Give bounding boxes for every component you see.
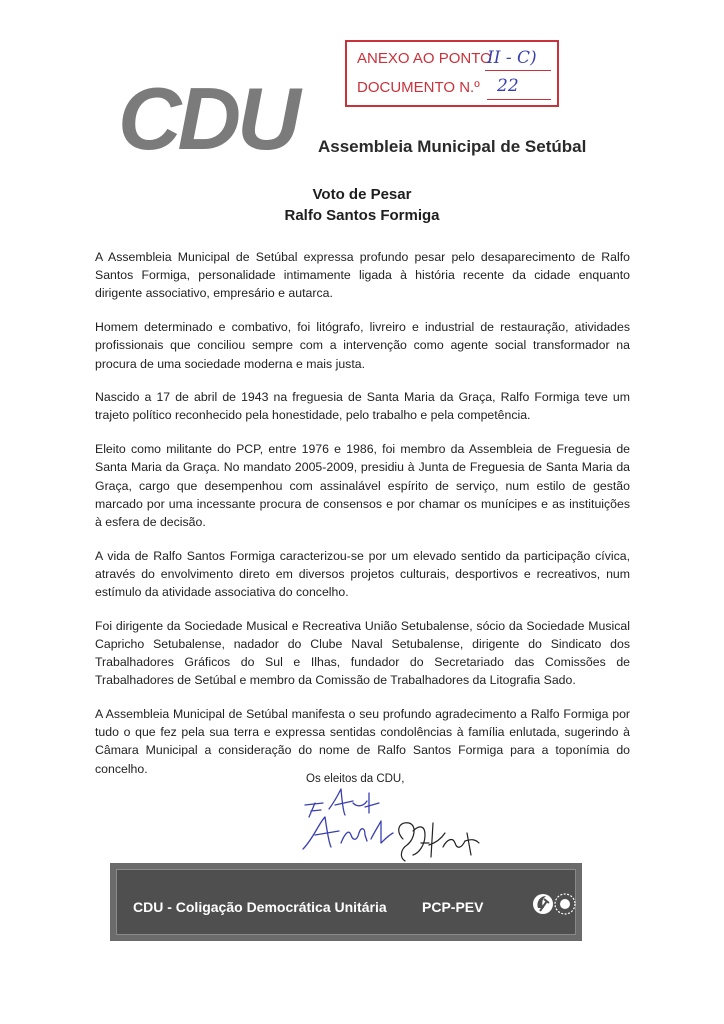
paragraph: A vida de Ralfo Santos Formiga caracterizou-se por um elevado sentido da participação cívica, através do envolvimento direto em diversos projetos culturais, desportivos e recreativos, num estímulo da atividade associativa do concelho.	[95, 548, 630, 600]
handwritten-signatures	[295, 783, 485, 868]
document-title: Voto de Pesar	[312, 186, 412, 203]
signature-blue	[303, 789, 393, 849]
footer-coalition: CDU - Coligação Democrática Unitária	[133, 899, 387, 915]
paragraph: Foi dirigente da Sociedade Musical e Recreativa União Setubalense, sócio da Sociedade Musical Capricho Setubalense, nadador do Clube Naval Setubalense, dirigente do Sindicato dos Trabalhadores Gráficos do Sul e Ilhas, fundador do Secretariado das Comissões de Trabalhadores de Setúbal e membro da Comissão de Trabalhadores da Litografia Sado.	[95, 618, 630, 688]
stamp-annex-label: ANEXO AO PONTO	[357, 50, 492, 67]
stamp-underline	[487, 99, 551, 100]
footer-banner	[110, 863, 582, 941]
cdu-logo: CDU	[118, 69, 297, 168]
stamp-document-value: 22	[497, 76, 519, 96]
document-body	[95, 248, 630, 793]
sunflower-icon	[555, 894, 575, 914]
paragraph: Homem determinado e combativo, foi litógrafo, livreiro e industrial de restauração, atividades profissionais que conciliou sempre com a intervenção como agente social transformador na procura de uma sociedade moderna e mais justa.	[95, 320, 630, 371]
paragraph: A Assembleia Municipal de Setúbal expressa profundo pesar pelo desaparecimento de Ralfo Santos Formiga, personalidade intimamente ligada à história recente da cidade enquanto dirigente associativo, empresário e autarca.	[95, 250, 630, 301]
signature-label: Os eleitos da CDU,	[306, 773, 405, 785]
assembly-name: Assembleia Municipal de Setúbal	[318, 137, 587, 156]
paragraph: Eleito como militante do PCP, entre 1976 e 1986, foi membro da Assembleia de Freguesia de Santa Maria da Graça. No mandato 2005-2009, presidiu à Junta de Freguesia de Santa Maria da Graça, cargo que desempenhou com assinalável espírito de serviço, num estilo de gestão marcado por uma incessante procura de consensos e por chamar os munícipes e as instituições à esfera de decisão.	[95, 442, 630, 529]
paragraph: A Assembleia Municipal de Setúbal manifesta o seu profundo agradecimento a Ralfo Formiga por tudo o que fez pela sua terra e expressa sentidas condolências à família enlutada, sugerindo à Câmara Municipal a consideração do nome de Ralfo Santos Formiga para a toponímia do concelho.	[95, 707, 630, 776]
party-emblems	[532, 884, 576, 924]
signature-black	[399, 823, 479, 861]
document-subtitle: Ralfo Santos Formiga	[284, 207, 440, 224]
footer-parties: PCP-PEV	[422, 899, 484, 915]
stamp-annex-value: II - C)	[487, 48, 537, 68]
stamp-document-label: DOCUMENTO N.º	[357, 79, 480, 96]
hammer-sickle-icon	[533, 894, 553, 914]
footer-panel	[116, 869, 576, 935]
stamp-underline	[485, 70, 551, 71]
annex-stamp	[345, 40, 559, 107]
paragraph: Nascido a 17 de abril de 1943 na freguesia de Santa Maria da Graça, Ralfo Formiga teve um trajeto político reconhecido pela honestidade, pelo trabalho e pela competência.	[95, 390, 630, 423]
